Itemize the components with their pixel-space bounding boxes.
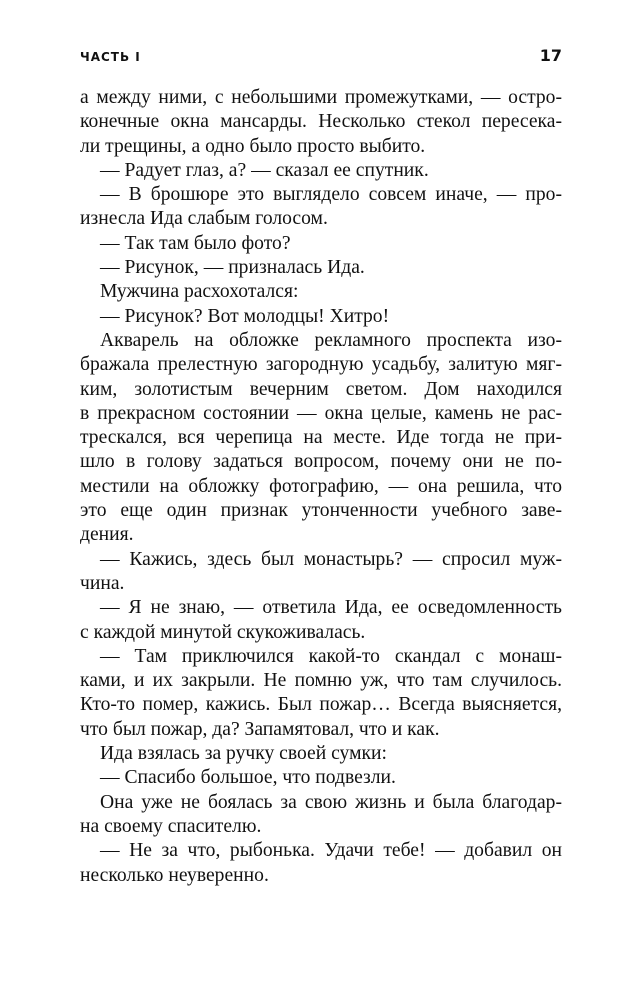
text-line: Акварель на обложке рекламного проспекта изо-	[100, 329, 562, 351]
text-line: — Там приключился какой-то скандал с монаш-	[100, 645, 562, 667]
text-line: — Рисунок? Вот молодцы! Хитро!	[100, 305, 390, 327]
text-line: Мужчина расхохотался:	[100, 281, 299, 303]
text-line: ким, золотистым вечерним светом. Дом находился	[80, 378, 562, 400]
text-line: — Так там было фото?	[100, 232, 291, 254]
text-line: дения.	[80, 524, 134, 546]
text-line: — Кажись, здесь был монастырь? — спросил муж-	[100, 548, 562, 570]
text-line: бражала прелестную загородную усадьбу, залитую мяг-	[80, 354, 562, 376]
text-line: Кто-то помер, кажись. Был пожар… Всегда выясняется,	[80, 694, 562, 716]
text-line: трескался, вся черепица на месте. Иде тогда не при-	[80, 427, 562, 449]
text-line: с каждой минутой скукоживалась.	[80, 621, 366, 643]
text-line: несколько неуверенно.	[80, 864, 269, 886]
text-line: — Не за что, рыбонька. Удачи тебе! — добавил он	[100, 840, 562, 862]
part-label: ЧАСТЬ I	[80, 50, 141, 64]
text-body	[80, 86, 562, 888]
text-line: — Радует глаз, а? — сказал ее спутник.	[100, 159, 429, 181]
text-line: на своему спасителю.	[80, 815, 262, 837]
text-line: чина.	[80, 572, 125, 594]
running-head	[80, 44, 562, 68]
page-number: 17	[539, 46, 562, 65]
text-line: Ида взялась за ручку своей сумки:	[100, 743, 387, 765]
text-line: — В брошюре это выглядело совсем иначе, — про-	[100, 184, 562, 206]
text-line: а между ними, с небольшими промежутками, — остро-	[80, 87, 562, 108]
text-line: изнесла Ида слабым голосом.	[80, 208, 328, 230]
text-line: конечные окна мансарды. Несколько стекол пересека-	[80, 111, 562, 133]
text-line: — Спасибо большое, что подвезли.	[100, 767, 396, 789]
text-line: что был пожар, да? Запамятовал, что и как.	[80, 718, 440, 740]
text-line: местили на обложку фотографию, — она решила, что	[80, 475, 562, 497]
text-line: — Я не знаю, — ответила Ида, ее осведомленность	[100, 597, 562, 619]
text-line: — Рисунок, — призналась Ида.	[100, 257, 365, 279]
text-line: Она уже не боялась за свою жизнь и была благодар-	[100, 791, 562, 813]
text-line: ли трещины, а одно было просто выбито.	[80, 135, 426, 157]
text-line: в прекрасном состоянии — окна целые, камень не рас-	[80, 402, 562, 424]
text-line: это еще один признак утонченности учебного заве-	[80, 500, 562, 522]
text-line: шло в голову задаться вопросом, почему они не по-	[80, 451, 562, 473]
text-line: ками, и их закрыли. Не помню уж, что там случилось.	[80, 670, 562, 692]
